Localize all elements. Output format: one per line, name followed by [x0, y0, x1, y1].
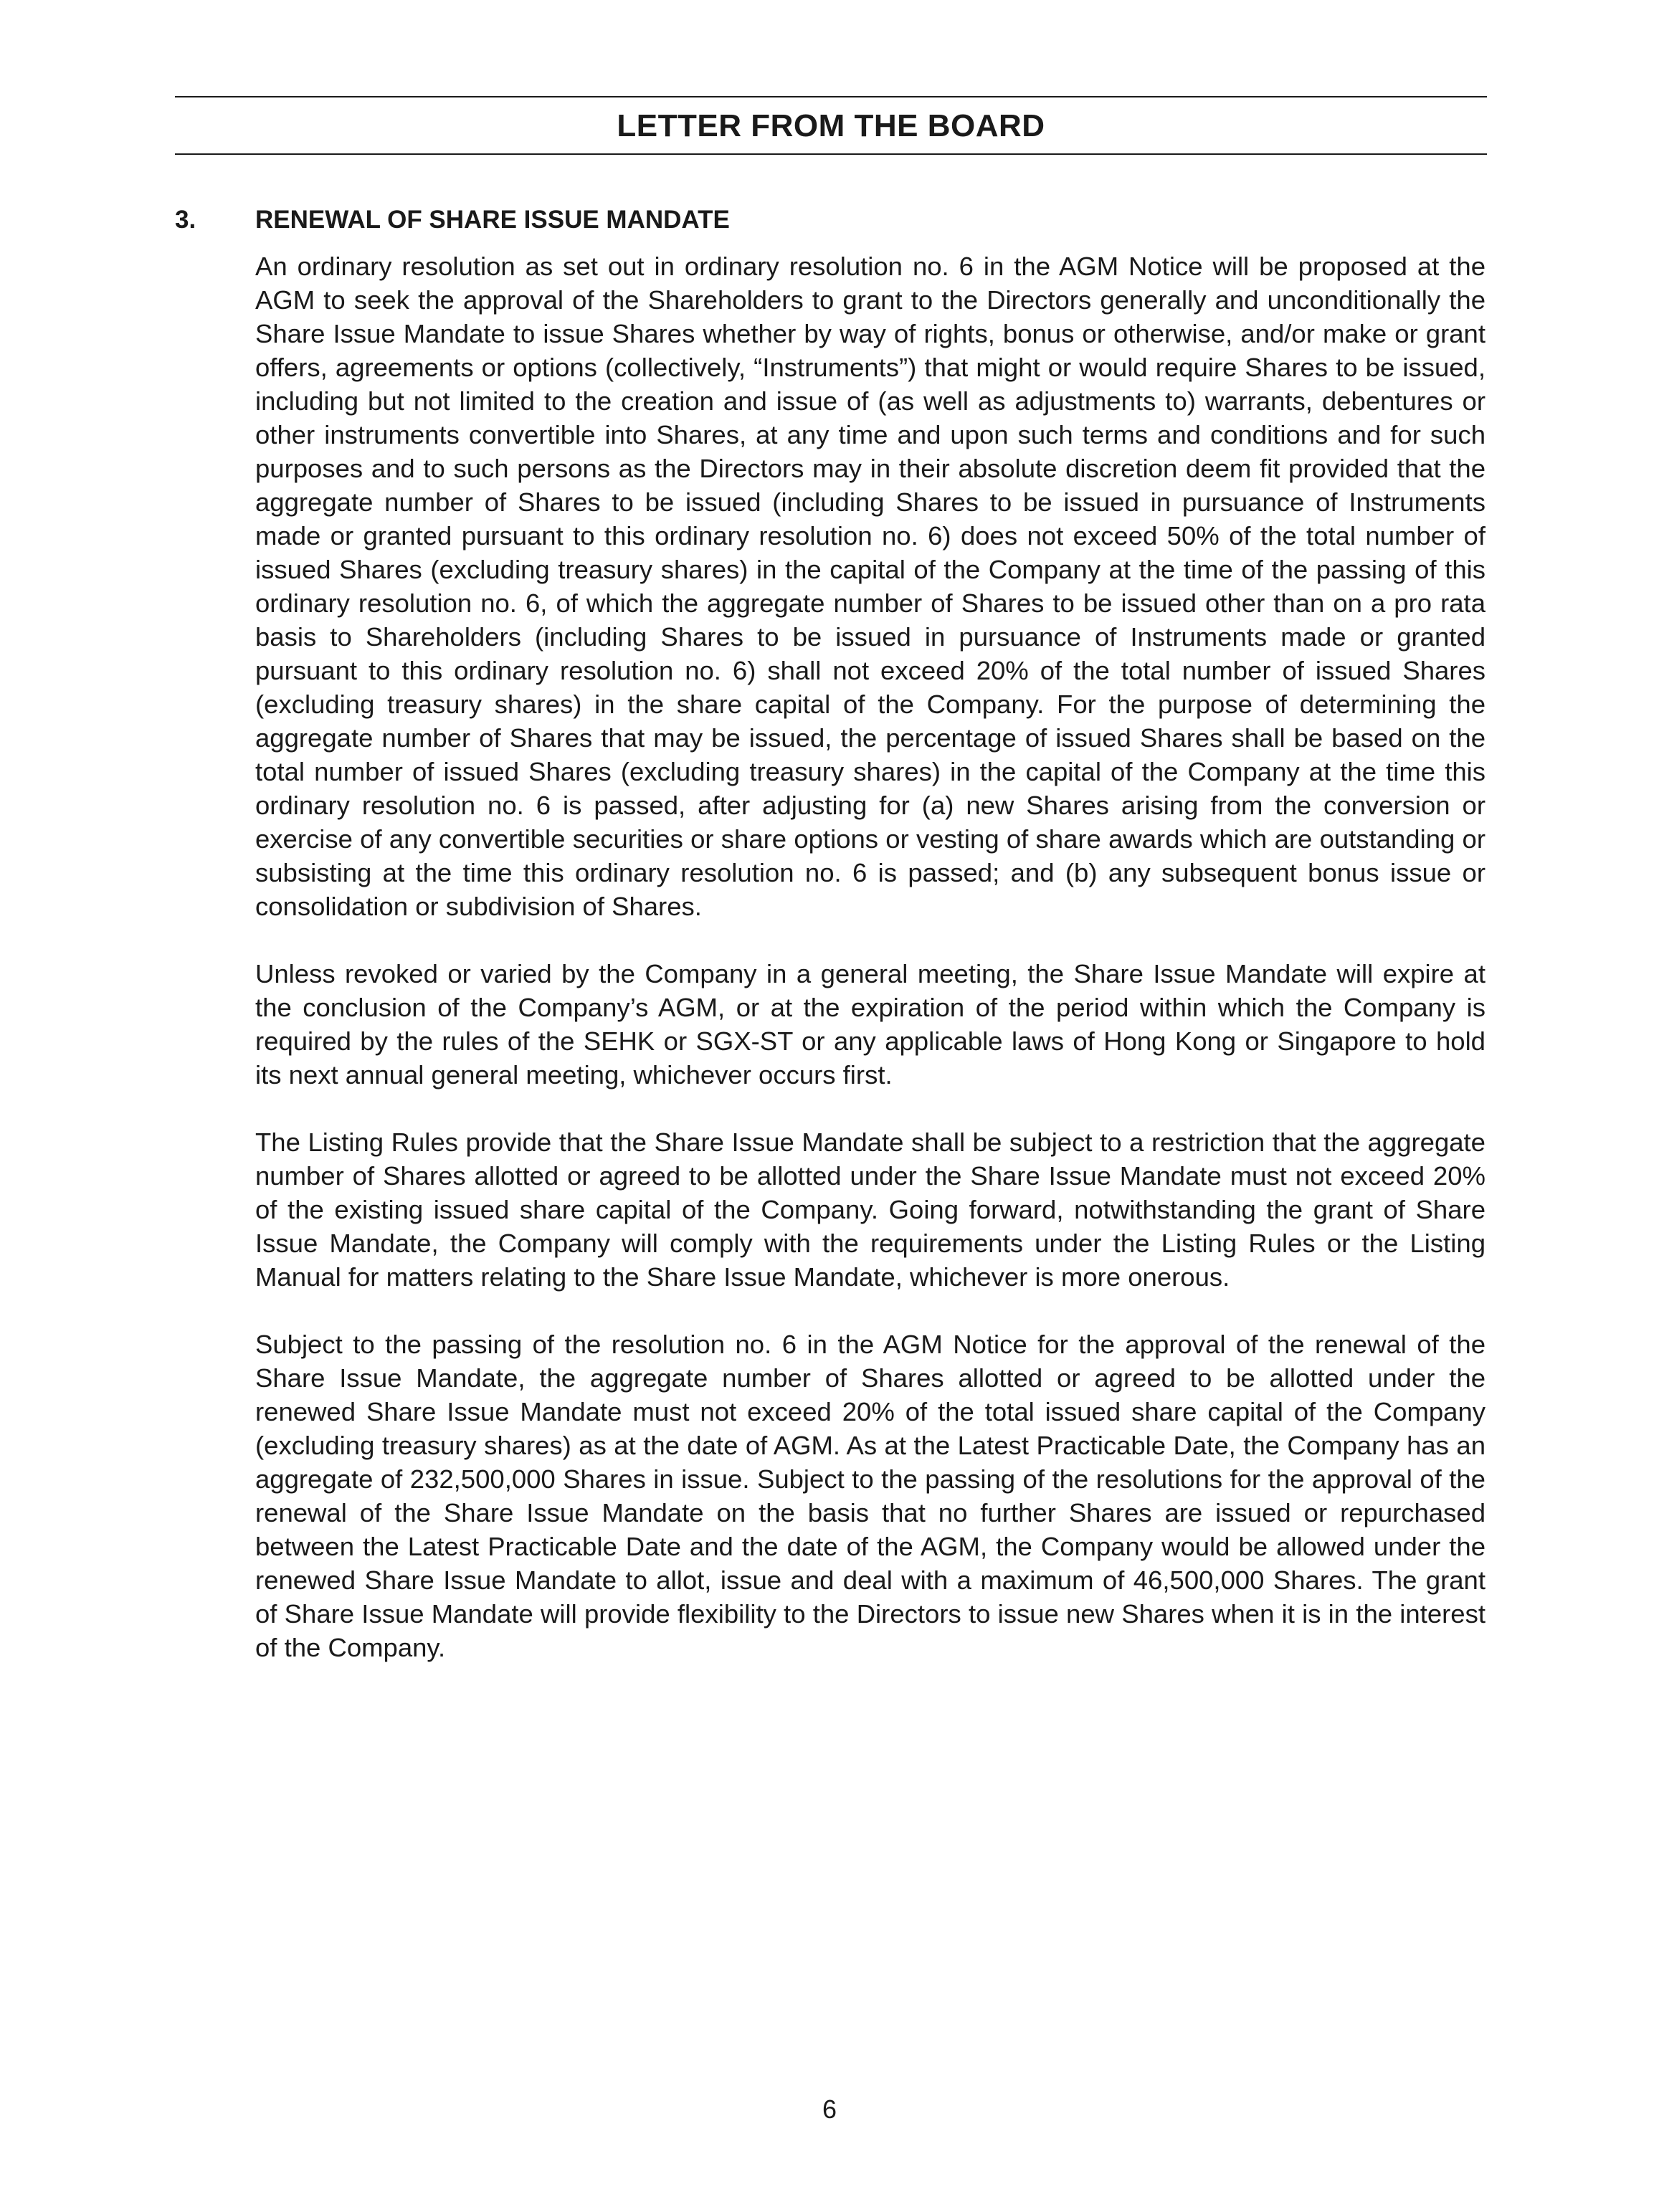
paragraph-mandate-expiry: Unless revoked or varied by the Company in a general meeting, the Share Issue Mandate will expire at the conclusion of the Company’s AGM, or at the expiration of the period within which the Company is required by the rules of the SEHK or SGX-ST or any applicable laws of Hong Kong or Singapore to hold its next annual general meeting, whichever occurs first. — [255, 959, 1486, 1090]
page-title: LETTER FROM THE BOARD — [617, 108, 1045, 143]
paragraph-share-calculation: Subject to the passing of the resolution no. 6 in the AGM Notice for the approval of the renewal of the Share Issue Mandate, the aggregate number of Shares allotted or agreed to be allotted under the renewed Share Issue Mandate must not exceed 20% of the total issued share capital of the Company (excluding treasury shares) as at the date of AGM. As at the Latest Practicable Date, the Company has an aggregate of 232,500,000 Shares in issue. Subject to the passing of the resolutions for the approval of the renewal of the Share Issue Mandate on the basis that no further Shares are issued or repurchased between the Latest Practicable Date and the date of the AGM, the Company would be allowed under the renewed Share Issue Mandate to allot, issue and deal with a maximum of 46,500,000 Shares. The grant of Share Issue Mandate will provide flexibility to the Directors to issue new Shares when it is in the interest of the Company. — [255, 1330, 1486, 1662]
header-bottom-rule — [175, 153, 1487, 155]
page-number: 6 — [822, 2094, 837, 2124]
paragraph-mandate-terms: An ordinary resolution as set out in ordinary resolution no. 6 in the AGM Notice will be proposed at the AGM to seek the approval of the Shareholders to grant to the Directors generally and unconditionally the Share Issue Mandate to issue Shares whether by way of rights, bonus or otherwise, and/or make or grant offers, agreements or options (collectively, “Instruments”) that might or would require Shares to be issued, including but not limited to the creation and issue of (as well as adjustments to) warrants, debentures or other instruments convertible into Shares, at any time and upon such terms and conditions and for such purposes and to such persons as the Directors may in their absolute discretion deem fit provided that the aggregate number of Shares to be issued (including Shares to be issued in pursuance of Instruments made or granted pursuant to this ordinary resolution no. 6) does not exceed 50% of the total number of issued Shares (excluding treasury shares) in the capital of the Company at the time of the passing of this ordinary resolution no. 6, of which the aggregate number of Shares to be issued other than on a pro rata basis to Shareholders (including Shares to be issued in pursuance of Instruments made or granted pursuant to this ordinary resolution no. 6) shall not exceed 20% of the total number of issued Shares (excluding treasury shares) in the share capital of the Company. For the purpose of determining the aggregate number of Shares that may be issued, the percentage of issued Shares shall be based on the total number of issued Shares (excluding treasury shares) in the capital of the Company at the time this ordinary resolution no. 6 is passed, after adjusting for (a) new Shares arising from the conversion or exercise of any convertible securities or share options or vesting of share awards which are outstanding or subsisting at the time this ordinary resolution no. 6 is passed; and (b) any subsequent bonus issue or consolidation or subdivision of Shares. — [255, 252, 1486, 921]
header-top-rule — [175, 96, 1487, 97]
section-heading: RENEWAL OF SHARE ISSUE MANDATE — [255, 206, 730, 234]
paragraph-listing-rules: The Listing Rules provide that the Share Issue Mandate shall be subject to a restriction that the aggregate number of Shares allotted or agreed to be allotted under the Share Issue Mandate must not exceed 20% of the existing issued share capital of the Company. Going forward, notwithstanding the grant of Share Issue Mandate, the Company will comply with the requirements under the Listing Rules or the Listing Manual for matters relating to the Share Issue Mandate, whichever is more onerous. — [255, 1128, 1486, 1292]
section-body — [255, 249, 1486, 1698]
section-number: 3. — [175, 206, 196, 234]
